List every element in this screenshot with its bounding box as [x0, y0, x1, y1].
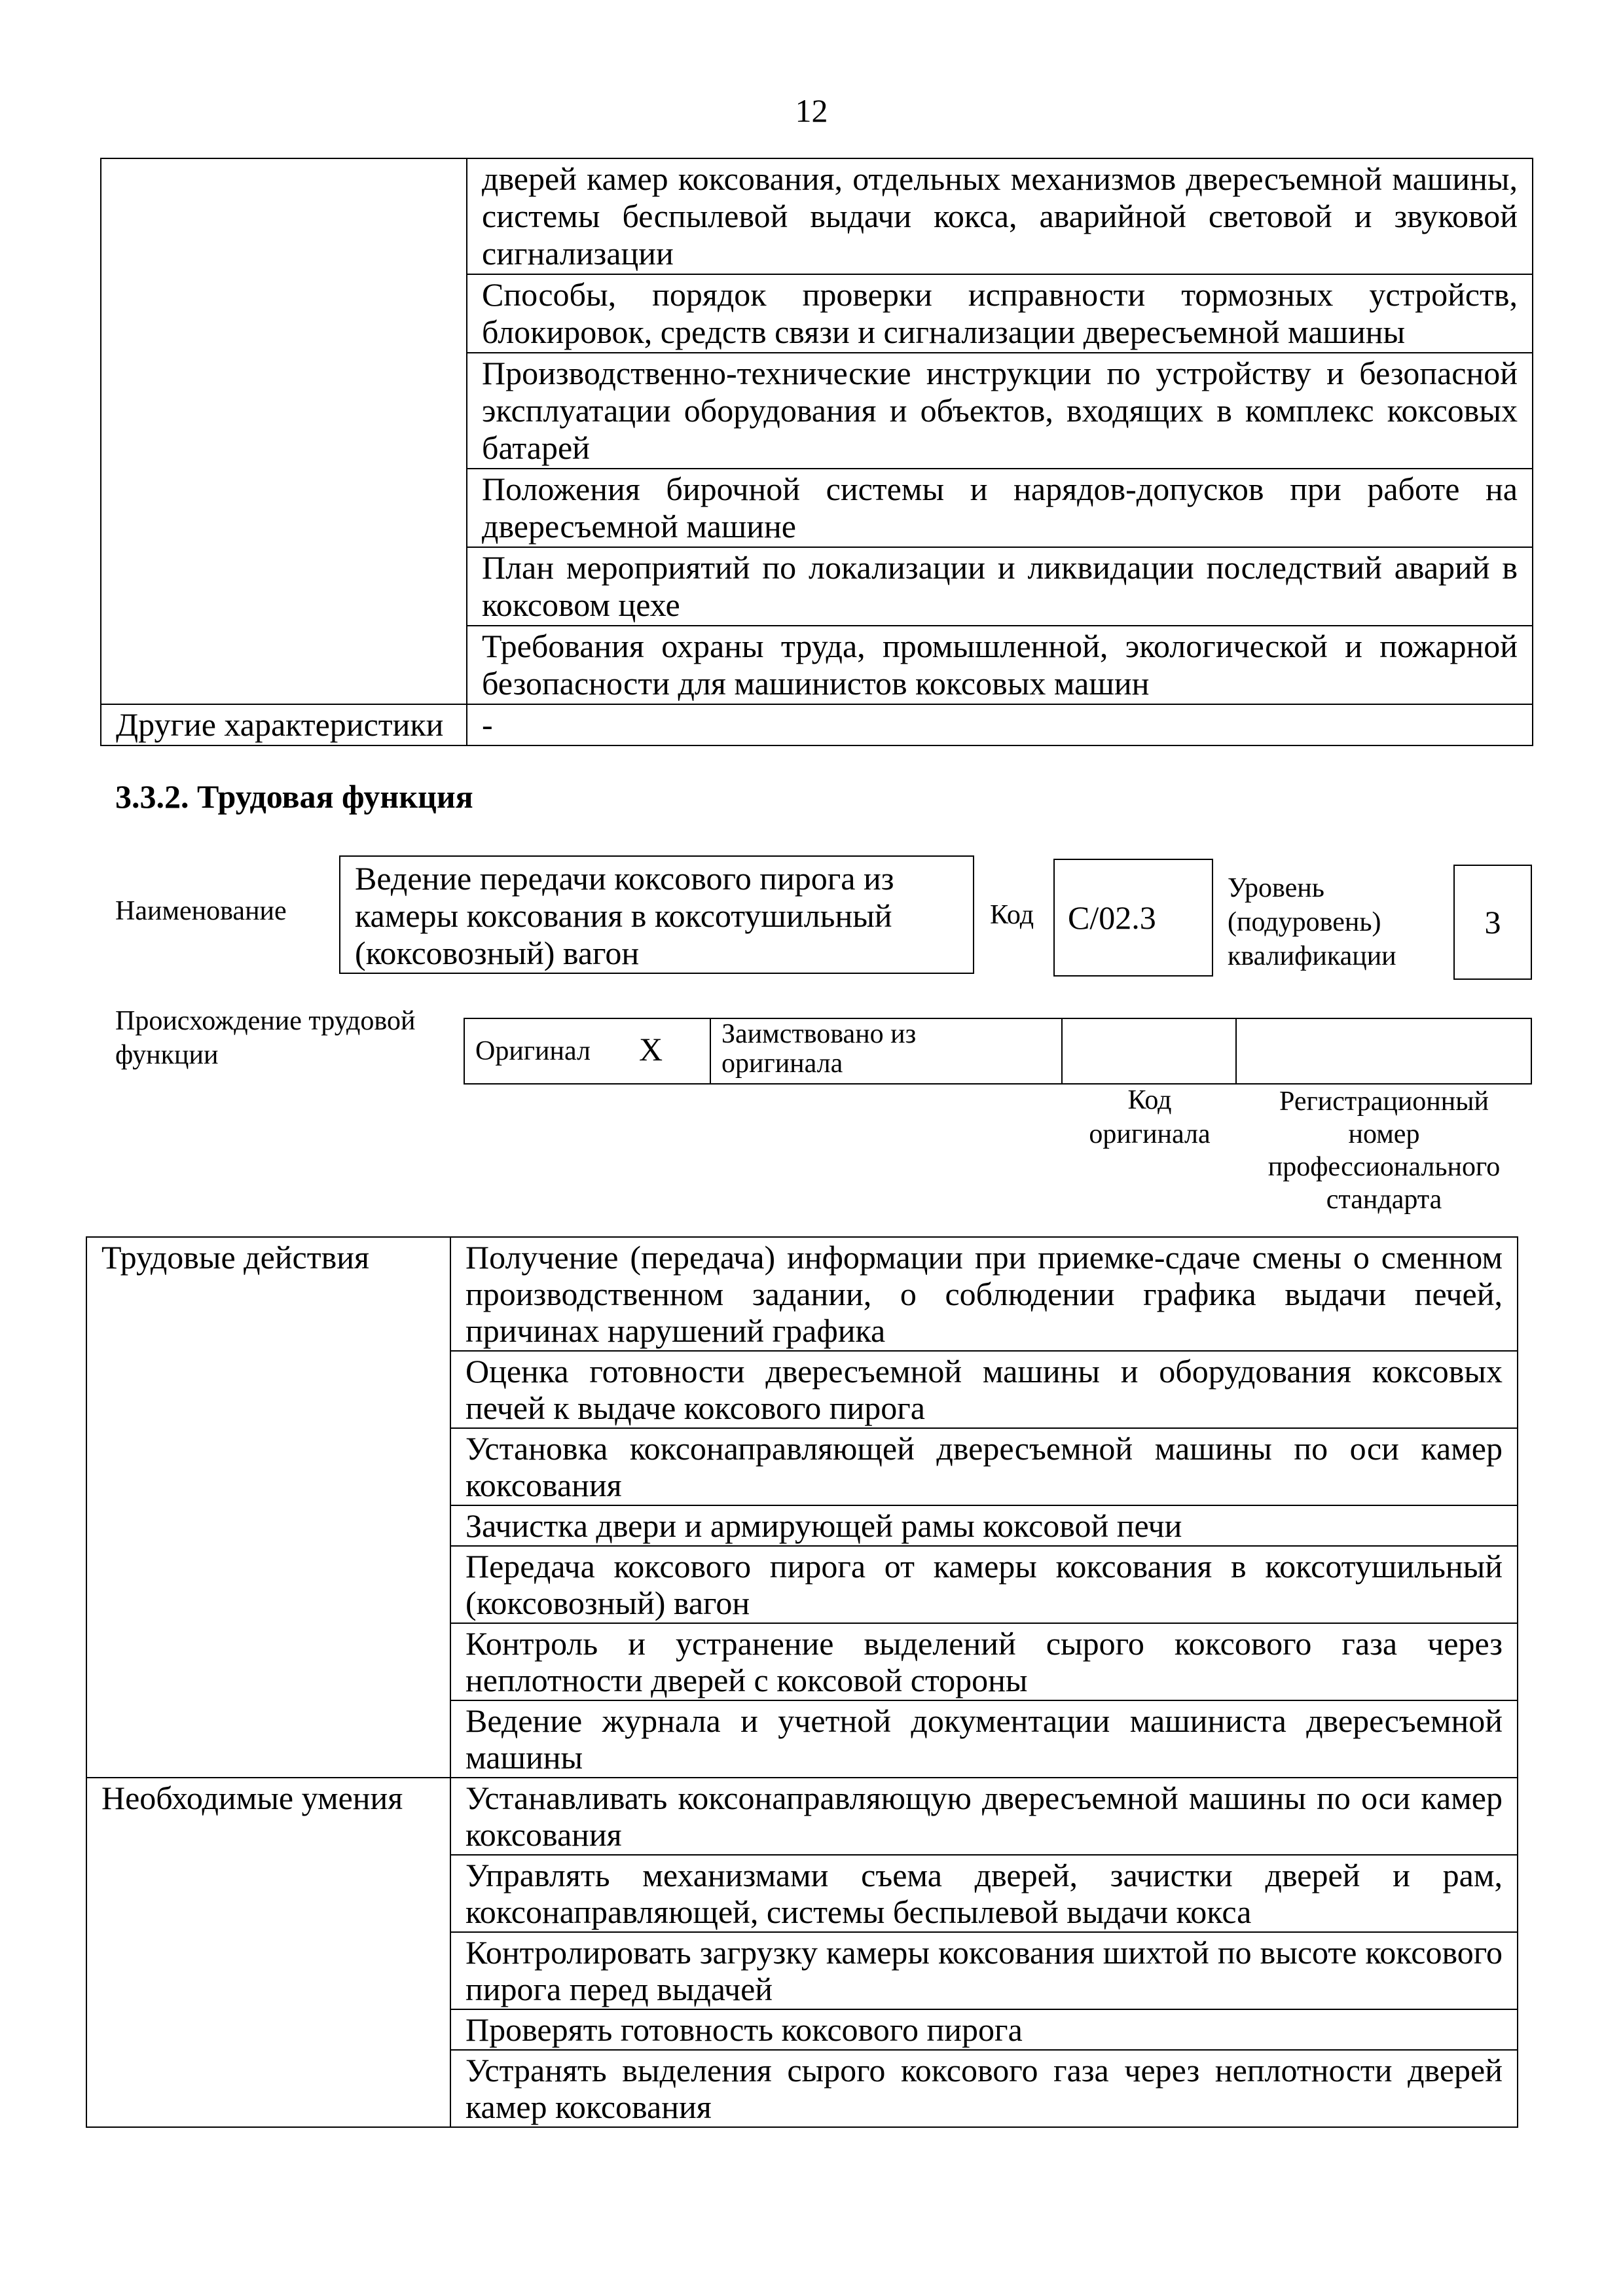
knowledge-item: Положения бирочной системы и нарядов-допусков при работе на двересъемной машине: [467, 469, 1533, 547]
table-row: [86, 1778, 1518, 1855]
knowledge-item: дверей камер коксования, отдельных механизмов двересъемной машины, системы беспылевой выдачи кокса, аварийной световой и звуковой сигнализации: [467, 158, 1533, 274]
required-skill: Устанавливать коксонаправляющую двересъемной машины по оси камер коксования: [450, 1778, 1518, 1855]
name-box: Ведение передачи коксового пирога из камеры коксования в коксотушильный (коксовозный) вагон: [339, 855, 974, 974]
origin-borrowed-label: Заимствовано из оригинала: [721, 1019, 917, 1079]
knowledge-item: План мероприятий по локализации и ликвидации последствий аварий в коксовом цехе: [467, 547, 1533, 626]
origin-original-mark: X: [639, 1031, 663, 1067]
labor-action: Установка коксонаправляющей двересъемной машины по оси камер коксования: [450, 1428, 1518, 1505]
table-row: [101, 158, 1533, 274]
origin-original-cell: [465, 1019, 711, 1083]
required-skills-label: Необходимые умения: [86, 1778, 450, 2127]
labor-action: Ведение журнала и учетной документации машиниста двересъемной машины: [450, 1700, 1518, 1778]
other-characteristics-value: -: [467, 704, 1533, 745]
origin-reg-number-cell: [1237, 1019, 1531, 1083]
labor-action: Получение (передача) информации при приемке-сдаче смены о сменном производственном задании, о соблюдении графика выдачи печей, причинах нарушений графика: [450, 1237, 1518, 1351]
code-value: C/02.3: [1068, 899, 1156, 936]
page-number: 12: [795, 92, 828, 129]
labor-actions-label: Трудовые действия: [86, 1237, 450, 1778]
knowledge-label-cell: [101, 158, 467, 704]
origin-code-caption: Код оригинала: [1089, 1085, 1211, 1149]
required-skill: Контролировать загрузку камеры коксования шихтой по высоте коксового пирога перед выдачей: [450, 1932, 1518, 2009]
level-label: Уровень (подуровень) квалификации: [1228, 873, 1396, 971]
labor-action: Передача коксового пирога от камеры коксования в коксотушильный (коксовозный) вагон: [450, 1546, 1518, 1623]
origin-row: [464, 1018, 1532, 1085]
origin-reg-caption: Регистрационный номер профессионального стандарта: [1267, 1086, 1501, 1215]
origin-label: Происхождение трудовой функции: [115, 1006, 416, 1070]
required-skill: Проверять готовность коксового пирога: [450, 2009, 1518, 2050]
section-heading: 3.3.2. Трудовая функция: [115, 778, 473, 815]
code-box: [1053, 859, 1213, 977]
origin-borrowed-cell: [711, 1019, 1063, 1083]
origin-code-cell: [1063, 1019, 1237, 1083]
name-label: Наименование: [115, 896, 287, 926]
origin-original-label: Оригинал: [475, 1036, 591, 1066]
level-box: [1453, 865, 1532, 980]
code-label: Код: [990, 900, 1034, 930]
required-skill: Устранять выделения сырого коксового газа через неплотности дверей камер коксования: [450, 2050, 1518, 2127]
knowledge-item: Требования охраны труда, промышленной, экологической и пожарной безопасности для машинистов коксовых машин: [467, 626, 1533, 704]
table-row: [86, 1237, 1518, 1351]
required-skill: Управлять механизмами съема дверей, зачистки дверей и рам, коксонаправляющей, системы беспылевой выдачи кокса: [450, 1855, 1518, 1932]
knowledge-item: Способы, порядок проверки исправности тормозных устройств, блокировок, средств связи и сигнализации двересъемной машины: [467, 274, 1533, 353]
labor-action: Оценка готовности двересъемной машины и оборудования коксовых печей к выдаче коксового пирога: [450, 1351, 1518, 1428]
table-row: [101, 704, 1533, 745]
functions-table: [86, 1236, 1518, 2128]
labor-action: Контроль и устранение выделений сырого коксового газа через неплотности дверей с коксовой стороны: [450, 1623, 1518, 1700]
knowledge-table: [100, 158, 1533, 746]
other-characteristics-label: Другие характеристики: [101, 704, 467, 745]
labor-action: Зачистка двери и армирующей рамы коксовой печи: [450, 1505, 1518, 1546]
knowledge-item: Производственно-технические инструкции по устройству и безопасной эксплуатации оборудования и объектов, входящих в комплекс коксовых батарей: [467, 353, 1533, 469]
level-value: 3: [1484, 904, 1501, 941]
